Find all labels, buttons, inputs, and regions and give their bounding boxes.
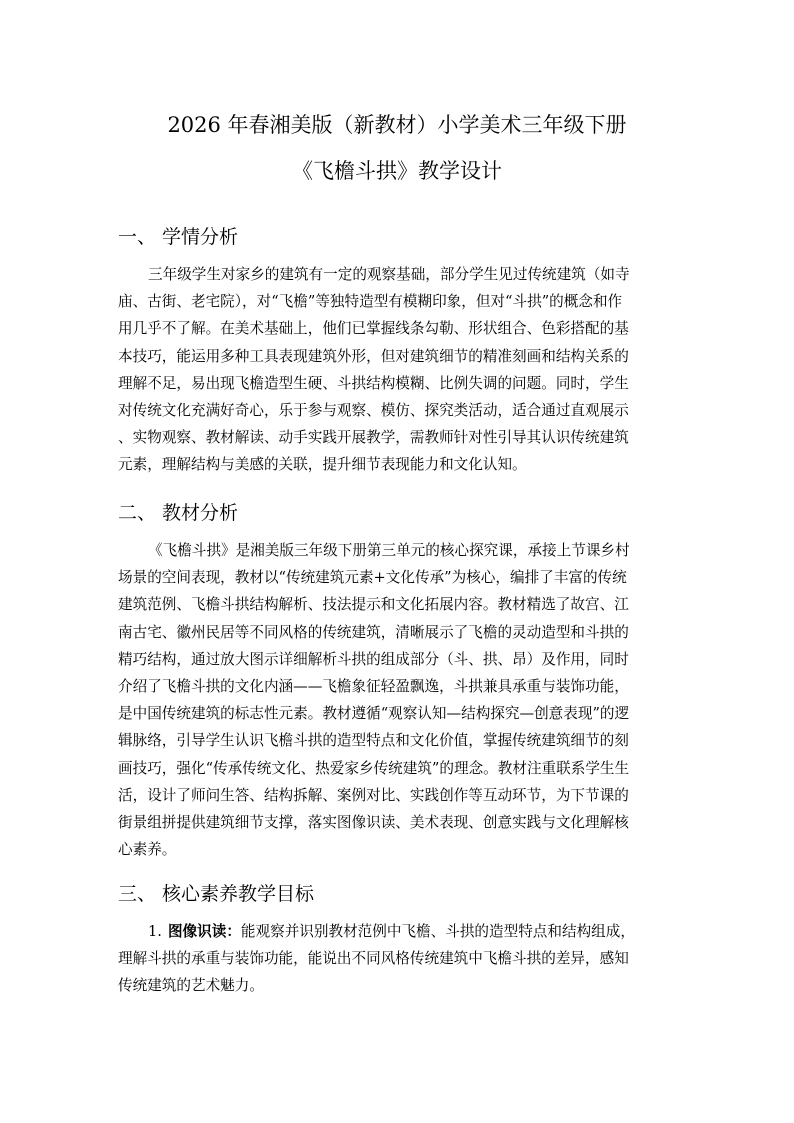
section-heading-learner-analysis: 一、 学情分析 [118, 226, 239, 248]
paragraph-line: 街景组拼提供建筑细节支撑，落实图像识读、美术表现、创意实践与文化理解核 [118, 813, 629, 831]
section-heading-textbook-analysis: 二、 教材分析 [118, 502, 239, 524]
paragraph-line: 精巧结构，通过放大图示详细解析斗拱的组成部分（斗、拱、昂）及作用，同时 [118, 650, 629, 668]
section-paragraph-core-literacy-goals [118, 918, 676, 1000]
goal-item-text: 能观察并识别教材范例中飞檐、斗拱的造型特点和结构组成， [240, 923, 635, 940]
paragraph-line: 南古宅、徽州民居等不同风格的传统建筑，清晰展示了飞檐的灵动造型和斗拱的 [118, 623, 629, 641]
paragraph-line: 画技巧，强化“传承传统文化、热爱家乡传统建筑”的理念。教材注重联系学生生 [118, 759, 630, 777]
paragraph-line: 《飞檐斗拱》是湘美版三年级下册第三单元的核心探究课，承接上节课乡村 [148, 542, 630, 559]
paragraph-line: 三年级学生对家乡的建筑有一定的观察基础，部分学生见过传统建筑（如寺 [148, 266, 630, 283]
document-title-line-2: 《飞檐斗拱》教学设计 [292, 159, 502, 183]
goal-item-first-line [118, 918, 676, 945]
goal-item-number: 1. [148, 923, 162, 940]
paragraph-line: 心素养。 [118, 841, 177, 859]
paragraph-line: 对传统文化充满好奇心，乐于参与观察、模仿、探究类活动，适合通过直观展示 [118, 401, 629, 419]
paragraph-line: 、实物观察、教材解读、动手实践开展教学，需教师针对性引导其认识传统建筑 [118, 429, 629, 447]
section-heading-core-literacy-goals: 三、 核心素养教学目标 [118, 883, 315, 905]
paragraph-line: 是中国传统建筑的标志性元素。教材遵循“观察认知—结构探究—创意表现”的逻 [118, 705, 630, 723]
paragraph-line: 传统建筑的艺术魅力。 [118, 977, 264, 995]
paragraph-line: 元素，理解结构与美感的关联，提升细节表现能力和文化认知。 [118, 456, 527, 474]
goal-item-label: 图像识读： [167, 923, 241, 940]
paragraph-line: 本技巧，能运用多种工具表现建筑外形，但对建筑细节的精准刻画和结构关系的 [118, 347, 629, 365]
paragraph-line: 理解不足，易出现飞檐造型生硬、斗拱结构模糊、比例失调的问题。同时，学生 [118, 374, 629, 392]
paragraph-line: 理解斗拱的承重与装饰功能，能说出不同风格传统建筑中飞檐斗拱的差异，感知 [118, 950, 629, 968]
paragraph-line: 场景的空间表现，教材以“传统建筑元素+文化传承”为核心，编排了丰富的传统 [118, 569, 627, 587]
document-title-line-1: 2026 年春湘美版（新教材）小学美术三年级下册 [167, 113, 627, 137]
paragraph-line: 用几乎不了解。在美术基础上，他们已掌握线条勾勒、形状组合、色彩搭配的基 [118, 320, 629, 338]
section-paragraph-textbook-analysis [118, 537, 676, 863]
paragraph-line: 建筑范例、飞檐斗拱结构解析、技法提示和文化拓展内容。教材精选了故宫、江 [118, 596, 629, 614]
section-paragraph-learner-analysis [118, 261, 676, 479]
paragraph-line: 庙、古街、老宅院），对“飞檐”等独特造型有模糊印象，但对“斗拱”的概念和作 [118, 293, 623, 311]
paragraph-line: 辑脉络，引导学生认识飞檐斗拱的造型特点和文化价值，掌握传统建筑细节的刻 [118, 732, 629, 750]
paragraph-line: 活，设计了师问生答、结构拆解、案例对比、实践创作等互动环节，为下节课的 [118, 786, 629, 804]
paragraph-line: 介绍了飞檐斗拱的文化内涵——飞檐象征轻盈飘逸，斗拱兼具承重与装饰功能， [118, 677, 629, 695]
